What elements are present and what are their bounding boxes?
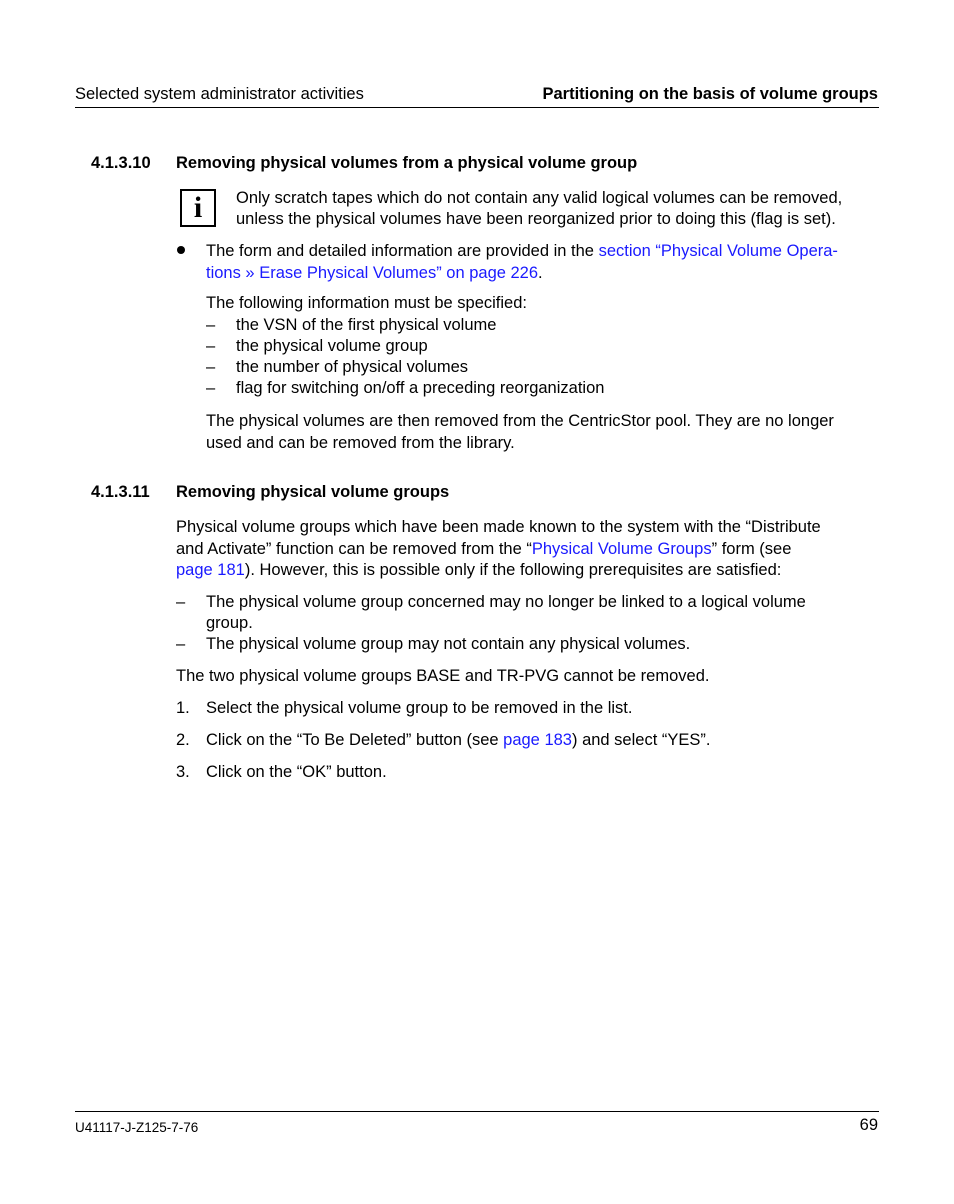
info-note-line: Only scratch tapes which do not contain any valid logical volumes can be removed,: [236, 189, 843, 207]
step-text-prefix: Click on the “To Be Deleted” button (see: [206, 731, 504, 749]
paragraph-text: and Activate” function can be removed from the “: [176, 540, 532, 558]
section-title: Removing physical volume groups: [176, 483, 450, 501]
info-icon: i: [180, 189, 216, 227]
list-item: flag for switching on/off a preceding reorganization: [236, 379, 605, 397]
bullet-text-suffix: .: [538, 264, 543, 282]
paragraph-line: Physical volume groups which have been made known to the system with the “Distribute: [176, 518, 821, 536]
prerequisite-item: The physical volume group concerned may no longer be linked to a logical volume: [206, 593, 806, 611]
page-number: 69: [859, 1116, 878, 1134]
page-183-link[interactable]: page 183: [503, 731, 572, 749]
list-item: the number of physical volumes: [236, 358, 469, 376]
section-number: 4.1.3.10: [91, 154, 151, 172]
paragraph-line: [176, 539, 791, 560]
physical-volume-groups-link[interactable]: Physical Volume Groups: [531, 540, 712, 558]
note-paragraph: The two physical volume groups BASE and TR-PVG cannot be removed.: [176, 667, 710, 685]
running-header-left: Selected system administrator activities: [75, 85, 364, 103]
dash-icon: –: [206, 379, 216, 397]
step-text: Click on the “OK” button.: [206, 763, 387, 781]
list-item: the physical volume group: [236, 337, 428, 355]
dash-icon: –: [206, 337, 216, 355]
dash-icon: –: [176, 593, 186, 611]
step-text: [206, 730, 710, 751]
bullet-text-prefix: The form and detailed information are provided in the: [206, 242, 599, 260]
step-text-suffix: ) and select “YES”.: [571, 731, 711, 749]
dash-icon: –: [206, 358, 216, 376]
header-rule: [75, 107, 879, 108]
document-id: U41117-J-Z125-7-76: [75, 1120, 199, 1135]
bullet-icon: [177, 246, 185, 254]
footer-rule: [75, 1111, 879, 1112]
running-header-right: Partitioning on the basis of volume groups: [542, 85, 878, 103]
bullet-text: [206, 241, 838, 262]
info-note-line: unless the physical volumes have been reorganized prior to doing this (flag is set).: [236, 210, 836, 228]
info-intro: The following information must be specified:: [206, 294, 527, 312]
paragraph-text: ). However, this is possible only if the following prerequisites are satisfied:: [244, 561, 782, 579]
dash-icon: –: [206, 316, 216, 334]
closing-paragraph-line: The physical volumes are then removed from the CentricStor pool. They are no longer: [206, 412, 834, 430]
step-number: 3.: [176, 763, 190, 781]
section-number: 4.1.3.11: [91, 483, 150, 501]
dash-icon: –: [176, 635, 186, 653]
prerequisite-item: group.: [206, 614, 253, 632]
prerequisite-item: The physical volume group may not contain any physical volumes.: [206, 635, 691, 653]
closing-paragraph-line: used and can be removed from the library.: [206, 434, 515, 452]
list-item: the VSN of the first physical volume: [236, 316, 497, 334]
section-reference-link[interactable]: tions » Erase Physical Volumes” on page 226: [206, 264, 539, 282]
step-number: 1.: [176, 699, 190, 717]
page-181-link[interactable]: page 181: [176, 561, 245, 579]
step-text: Select the physical volume group to be removed in the list.: [206, 699, 633, 717]
step-number: 2.: [176, 731, 190, 749]
paragraph-text: ” form (see: [711, 540, 792, 558]
bullet-text: [206, 263, 543, 284]
paragraph-line: [176, 560, 781, 581]
section-title: Removing physical volumes from a physical volume group: [176, 154, 638, 172]
section-reference-link[interactable]: section “Physical Volume Opera-: [598, 242, 838, 260]
